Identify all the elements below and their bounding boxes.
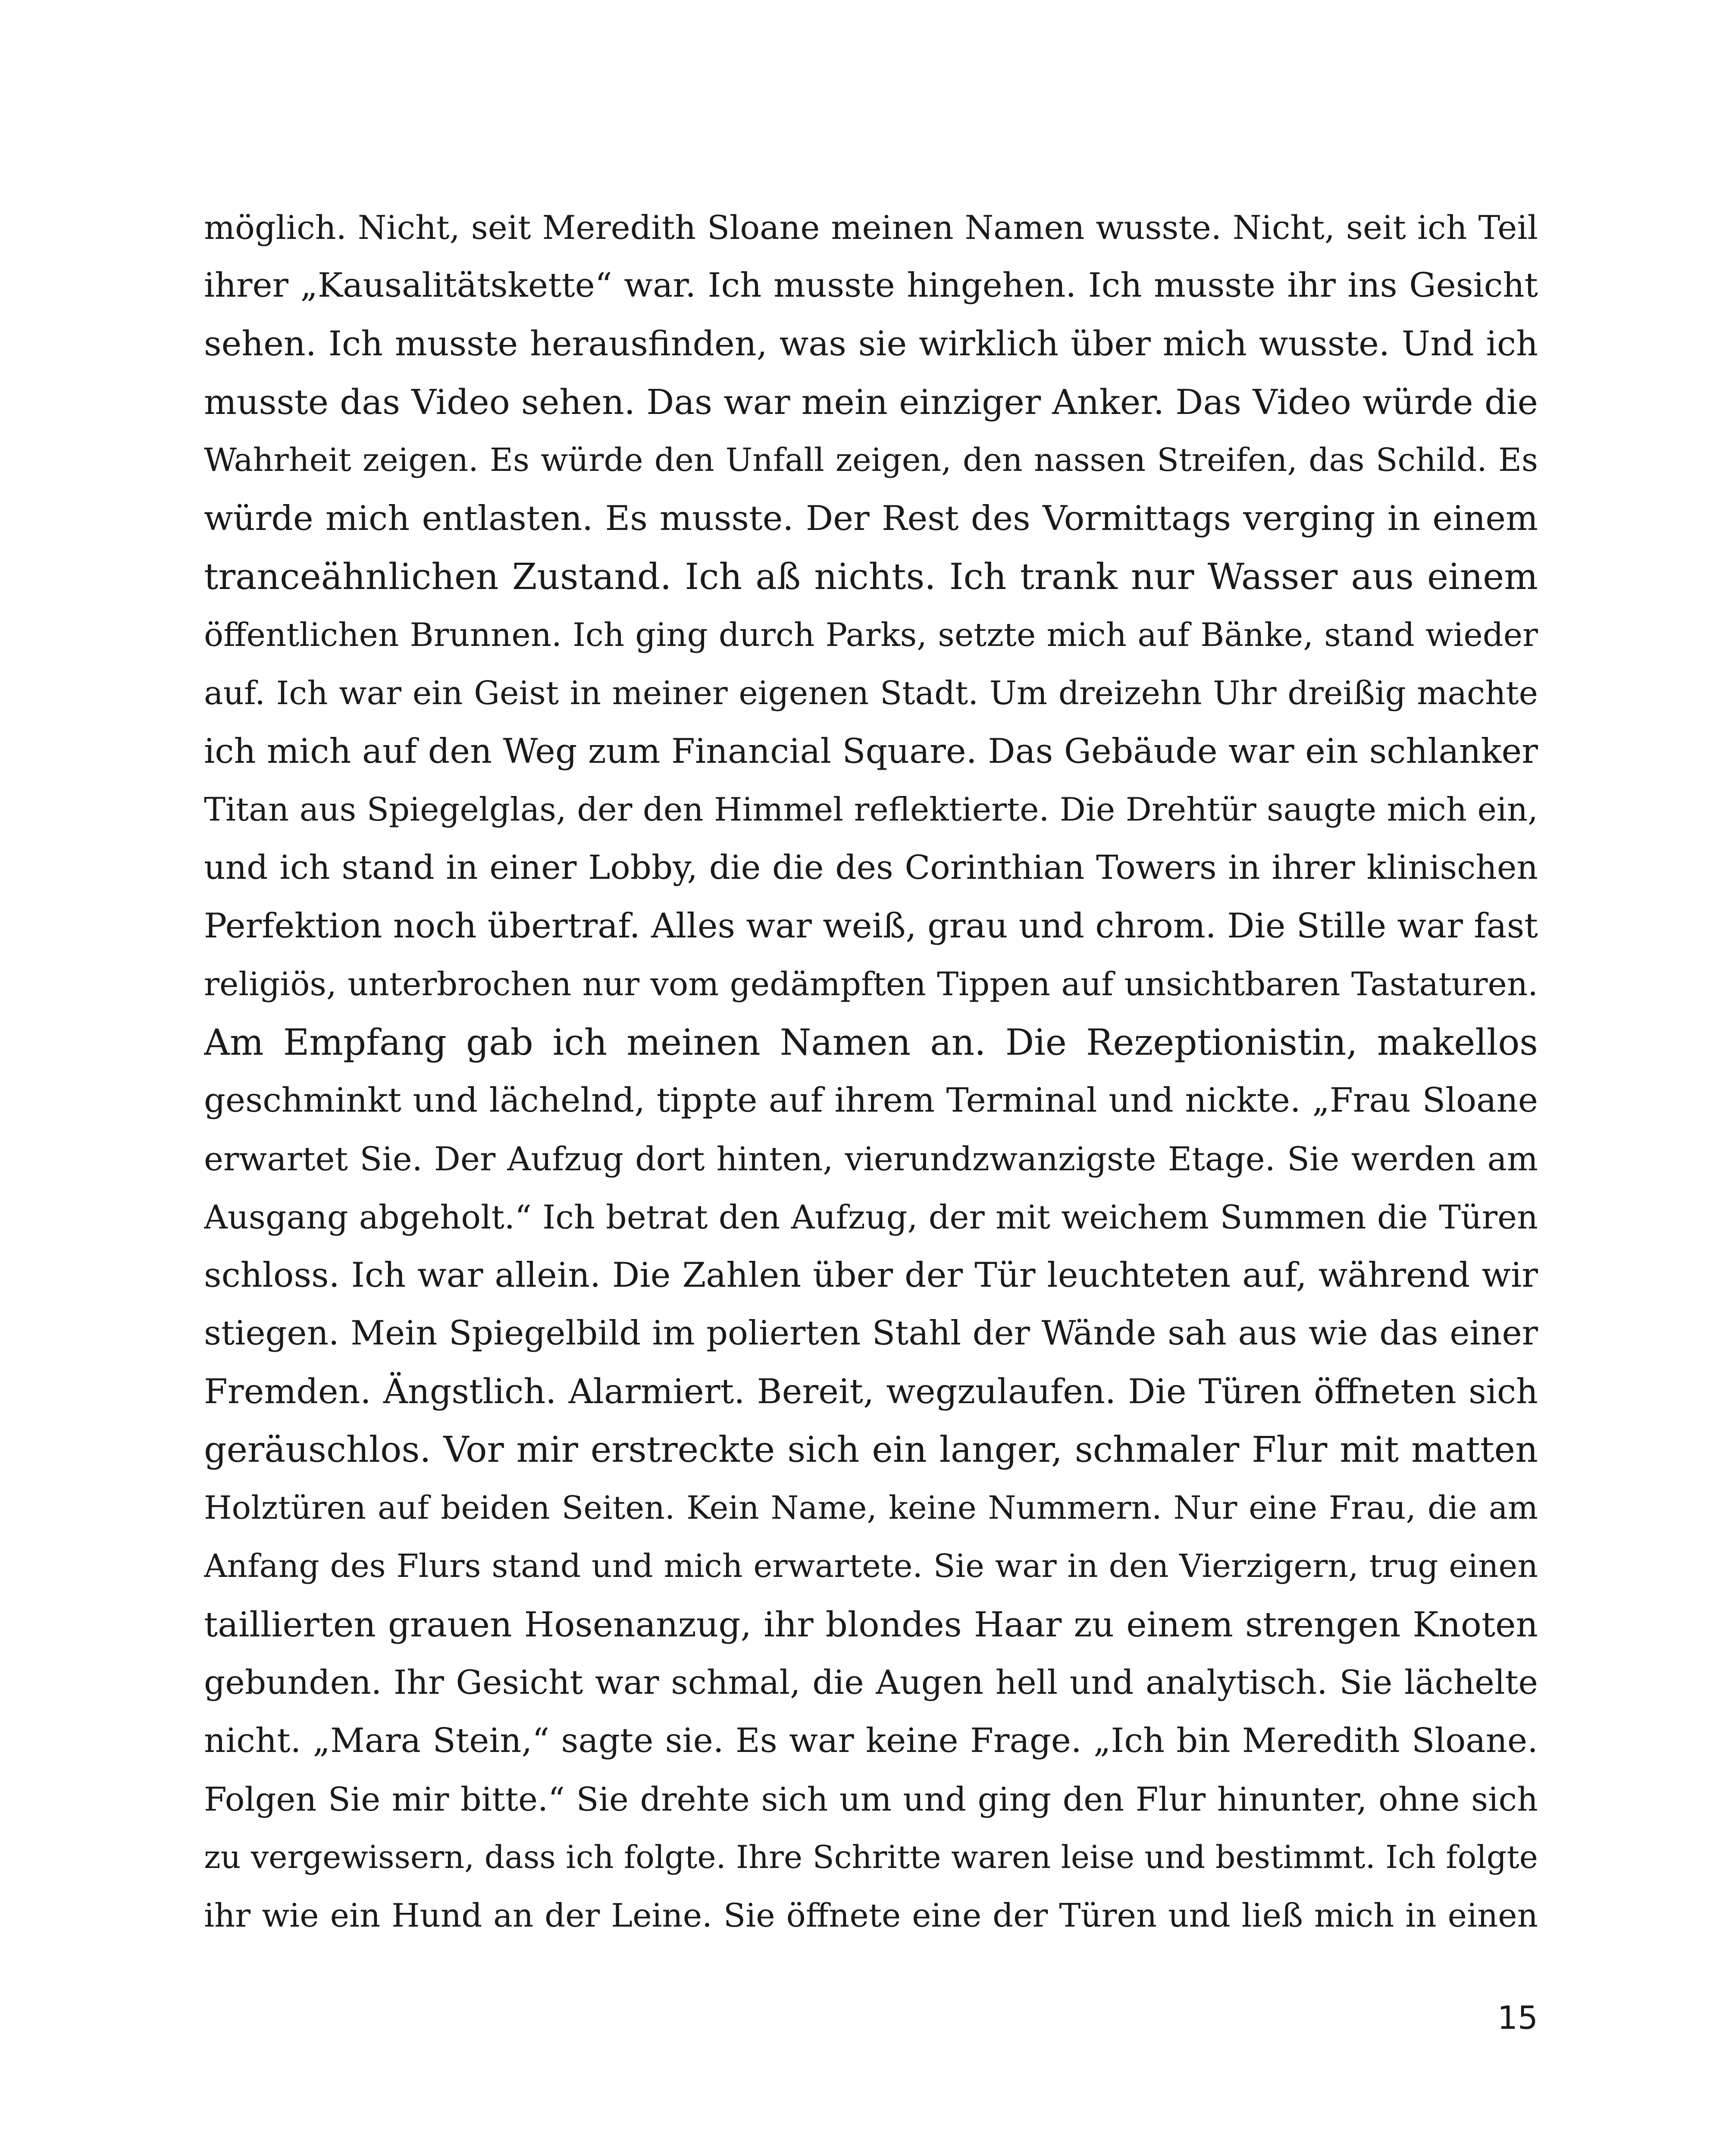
text-line: ich mich auf den Weg zum Financial Square. Das Gebäude war ein schlanker [204,731,1538,771]
text-line: schloss. Ich war allein. Die Zahlen über der Tür leuchteten auf, während wir [204,1255,1538,1295]
body-text [204,198,1538,1945]
page-number: 15 [1497,1999,1538,2037]
text-line: möglich. Nicht, seit Meredith Sloane meinen Namen wusste. Nicht, seit ich Teil [204,208,1538,247]
text-line: auf. Ich war ein Geist in meiner eigenen Stadt. Um dreizehn Uhr dreißig machte [204,674,1538,712]
text-line: Perfektion noch übertraf. Alles war weiß, grau und chrom. Die Stille war fast [204,906,1538,946]
text-line: taillierten grauen Hosenanzug, ihr blondes Haar zu einem strengen Knoten [204,1604,1538,1645]
text-line: geschminkt und lächelnd, tippte auf ihrem Terminal und nickte. „Frau Sloane [204,1081,1538,1120]
text-line: würde mich entlasten. Es musste. Der Rest des Vormittags verging in einem [204,498,1538,538]
text-line: religiös, unterbrochen nur vom gedämpften Tippen auf unsichtbaren Tastaturen. [204,965,1538,1003]
text-line: nicht. „Mara Stein,“ sagte sie. Es war keine Frage. „Ich bin Meredith Sloane. [204,1721,1538,1760]
text-line: gebunden. Ihr Gesicht war schmal, die Augen hell und analytisch. Sie lächelte [204,1664,1538,1702]
text-line: Anfang des Flurs stand und mich erwartete. Sie war in den Vierzigern, trug einen [204,1548,1538,1585]
text-line: ihrer „Kausalitätskette“ war. Ich musste hingehen. Ich musste ihr ins Gesicht [204,266,1538,305]
text-line: Ausgang abgeholt.“ Ich betrat den Aufzug, der mit weichem Summen die Türen [204,1198,1538,1236]
text-line: Am Empfang gab ich meinen Namen an. Die Rezeptionistin, makellos [204,1022,1538,1063]
text-line: geräuschlos. Vor mir erstreckte sich ein langer, schmaler Flur mit matten [204,1429,1538,1470]
text-line: zu vergewissern, dass ich folgte. Ihre Schritte waren leise und bestimmt. Ich folgte [204,1839,1538,1876]
text-line: Folgen Sie mir bitte.“ Sie drehte sich um und ging den Flur hinunter, ohne sich [204,1780,1538,1818]
text-line: ihr wie ein Hund an der Leine. Sie öffnete eine der Türen und ließ mich in einen [204,1896,1538,1934]
text-line: musste das Video sehen. Das war mein einziger Anker. Das Video würde die [204,382,1538,422]
text-line: tranceähnlichen Zustand. Ich aß nichts. Ich trank nur Wasser aus einem [204,556,1538,598]
text-line: Titan aus Spiegelglas, der den Himmel reflektierte. Die Drehtür saugte mich ein, [204,790,1538,828]
text-line: stiegen. Mein Spiegelbild im polierten Stahl der Wände sah aus wie das einer [204,1314,1538,1353]
text-line: und ich stand in einer Lobby, die die des Corinthian Towers in ihrer klinischen [204,849,1538,887]
text-line: sehen. Ich musste herausfinden, was sie wirklich über mich wusste. Und ich [204,324,1538,364]
text-line: Wahrheit zeigen. Es würde den Unfall zeigen, den nassen Streifen, das Schild. Es [204,442,1538,479]
text-line: öffentlichen Brunnen. Ich ging durch Parks, setzte mich auf Bänke, stand wieder [204,616,1538,654]
text-line: Holztüren auf beiden Seiten. Kein Name, keine Nummern. Nur eine Frau, die am [204,1489,1538,1526]
text-line: Fremden. Ängstlich. Alarmiert. Bereit, wegzulaufen. Die Türen öffneten sich [204,1372,1538,1411]
text-line: erwartet Sie. Der Aufzug dort hinten, vierundzwanzigste Etage. Sie werden am [204,1140,1538,1178]
